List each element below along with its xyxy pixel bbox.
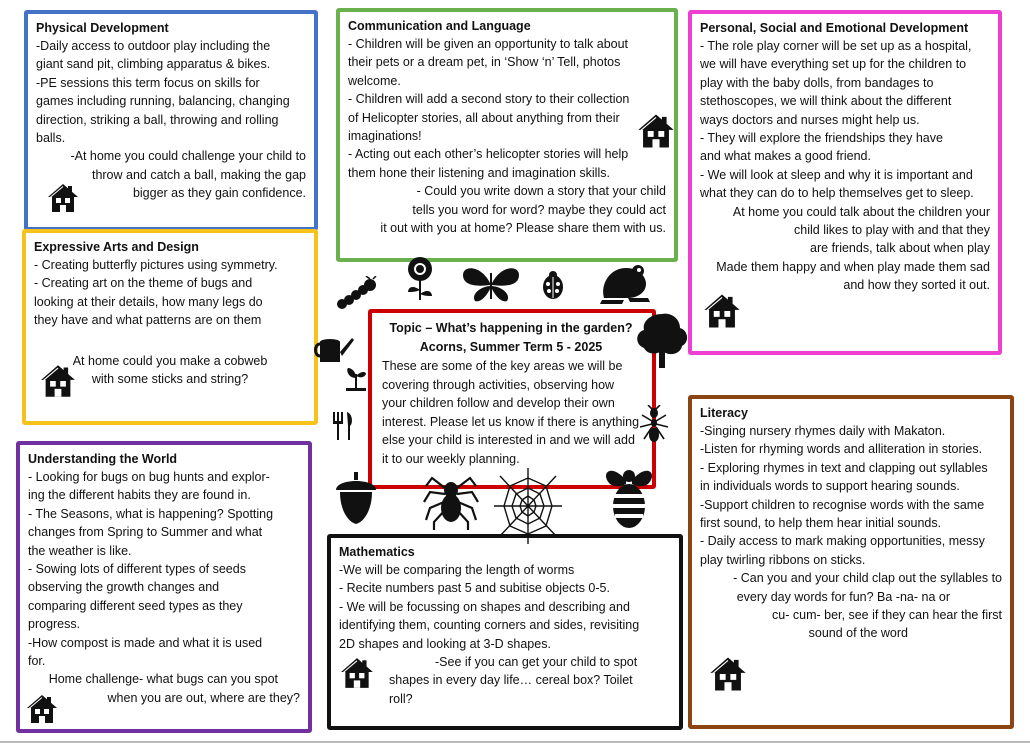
home-line: with some sticks and string? [91, 372, 249, 387]
text-line: direction, striking a ball, throwing and rolling [36, 112, 279, 127]
home-line: and how they sorted it out. [843, 278, 990, 293]
text-line: imaginations! [348, 129, 422, 144]
house-icon [24, 693, 60, 725]
house-icon [636, 112, 676, 150]
text-line: - Creating art on the theme of bugs and [34, 276, 253, 291]
mathematics-panel [327, 534, 683, 730]
home-line: -At home you could challenge your child to [70, 149, 306, 164]
sunflower-icon [402, 256, 438, 302]
text-line: comparing different seed types as they [28, 598, 243, 613]
home-line: shapes in every day life… cereal box? Toilet [389, 673, 633, 688]
home-line: sound of the word [808, 626, 908, 641]
home-line: Made them happy and when play made them sad [716, 259, 990, 274]
home-line: bigger as they gain confidence. [132, 186, 306, 201]
text-line: -Listen for rhyming words and alliteration in stories. [700, 442, 983, 457]
literacy-panel [688, 395, 1014, 729]
home-line: At home you could talk about the children your [732, 204, 990, 219]
home-line: At home could you make a cobweb [72, 353, 268, 368]
text-line: - Recite numbers past 5 and subitise objects 0-5. [339, 581, 610, 596]
text-line: - Sowing lots of different types of seeds [28, 562, 246, 577]
frog-icon [598, 262, 652, 304]
text-line: -Daily access to outdoor play including the [36, 39, 271, 53]
home-line: -See if you can get your child to spot [435, 655, 638, 670]
tree-icon [632, 310, 692, 370]
text-line: ing the different habits they are found in. [28, 488, 251, 503]
physical-development-panel [24, 10, 318, 231]
text-line: what they can do to help themselves get to sleep. [700, 186, 974, 201]
text-line: of Helicopter stories, all about anything from their [348, 110, 620, 125]
expressive-arts-panel [22, 229, 318, 425]
caterpillar-icon [336, 276, 378, 312]
text-line: - The Seasons, what is happening? Spotting [28, 506, 274, 521]
home-line: every day words for fun? Ba -na- na or [736, 589, 950, 604]
text-line: first sound, to help them hear initial sounds. [700, 516, 942, 531]
home-line: - Could you write down a story that your child [416, 184, 666, 199]
text-line: - Exploring rhymes in text and clapping out syllables [700, 460, 988, 475]
panel-title: Communication and Language [348, 19, 531, 33]
cutlery-icon [331, 410, 355, 442]
home-line: Home challenge- what bugs can you spot [48, 672, 278, 687]
seedling-icon [344, 366, 368, 392]
home-line: roll? [389, 691, 413, 706]
topic-title: Topic – What’s happening in the garden? [389, 321, 633, 335]
panel-title: Personal, Social and Emotional Development [700, 21, 969, 35]
text-line: stethoscopes, we will think about the different [700, 94, 952, 109]
panel-title: Expressive Arts and Design [34, 240, 199, 254]
home-line: cu- cum- ber, see if they can hear the first [772, 608, 1002, 623]
text-line: giant sand pit, climbing apparatus & bikes. [36, 57, 271, 72]
text-line: their pets or a dream pet, in ‘Show ‘n’ Tell, photos [348, 55, 621, 70]
text-line: -We will be comparing the length of worms [339, 563, 575, 577]
ladybird-icon [540, 270, 566, 300]
panel-title: Understanding the World [28, 452, 178, 466]
understanding-world-panel [16, 441, 312, 733]
text-line: - We will be focussing on shapes and describing and [339, 599, 630, 614]
text-line: -PE sessions this term focus on skills for [36, 75, 260, 90]
text-line: progress. [28, 617, 81, 632]
text-line: them hone their listening and imagination skills. [348, 165, 610, 180]
text-line: - Children will be given an opportunity to talk about [348, 37, 629, 51]
home-line: child likes to play with and that they [794, 223, 990, 238]
spider-icon [420, 470, 482, 532]
text-line: - The role play corner will be set up as a hospital, [700, 39, 972, 53]
watering-can-icon [314, 330, 356, 364]
text-line: ways doctors and nurses might help us. [700, 112, 920, 127]
text-line: play with the baby dolls, from bandages to [700, 75, 934, 90]
text-line: they have and what patterns are on them [34, 313, 262, 328]
home-line: it out with you at home? Please share them with us. [380, 221, 666, 236]
text-line: 2D shapes and looking at 3-D shapes. [339, 636, 551, 651]
text-line: observing the growth changes and [28, 580, 220, 595]
house-icon [38, 363, 78, 399]
text-line: - Looking for bugs on bug hunts and explor- [28, 470, 270, 484]
text-line: - We will look at sleep and why it is important and [700, 167, 973, 182]
psed-panel [688, 10, 1002, 355]
text-line: -Singing nursery rhymes daily with Makaton. [700, 424, 946, 438]
text-line: -How compost is made and what it is used [28, 635, 263, 650]
text-line: welcome. [348, 73, 401, 88]
text-line: balls. [36, 131, 66, 146]
text-line: the weather is like. [28, 543, 132, 558]
panel-title: Literacy [700, 406, 748, 420]
home-line: tells you word for word? maybe they could act [412, 202, 666, 217]
text-line: - Children will add a second story to their collection [348, 92, 630, 107]
home-line: throw and catch a ball, making the gap [91, 167, 306, 182]
text-line: changes from Spring to Summer and what [28, 525, 263, 540]
text-line: - They will explore the friendships they have [700, 131, 943, 146]
acorn-icon [330, 470, 382, 526]
text-line: -Support children to recognise words with the same [700, 497, 985, 512]
bee-icon [600, 462, 658, 532]
text-line: identifying them, counting corners and sides, revisiting [339, 618, 640, 633]
house-icon [702, 292, 742, 330]
panel-title: Physical Development [36, 21, 169, 35]
communication-language-panel [336, 8, 678, 262]
text-line: and what makes a good friend. [700, 149, 871, 164]
text-line: play twirling ribbons on sticks. [700, 552, 866, 567]
text-line: - Creating butterfly pictures using symmetry. [34, 258, 278, 272]
text-line: - Daily access to mark making opportunities, messy [700, 534, 985, 549]
butterfly-icon [461, 265, 521, 303]
house-icon [708, 655, 748, 693]
home-line: - Can you and your child clap out the syllables to [733, 571, 1002, 586]
topic-subtitle: Acorns, Summer Term 5 - 2025 [419, 340, 603, 354]
text-line: we will have everything set up for the children to [700, 57, 967, 72]
home-line: are friends, talk about when play [810, 241, 990, 256]
home-line: when you are out, where are they? [107, 690, 300, 705]
topic-body: These are some of the key areas we will be covering through activities, observing how your children follow and develop their own interest. Please let us know if there is anything else your child is interested in and we will add it to our weekly planning. [382, 359, 640, 466]
house-icon [46, 182, 80, 214]
text-line: for. [28, 654, 46, 669]
house-icon [339, 656, 375, 690]
text-line: in individuals words to support hearing sounds. [700, 479, 960, 494]
panel-title: Mathematics [339, 545, 415, 559]
text-line: games including running, balancing, changing [36, 94, 290, 109]
text-line: - Acting out each other’s helicopter stories will help [348, 147, 629, 162]
ant-icon [634, 405, 674, 445]
cobweb-icon [490, 464, 566, 548]
text-line: looking at their details, how many legs do [34, 294, 263, 309]
